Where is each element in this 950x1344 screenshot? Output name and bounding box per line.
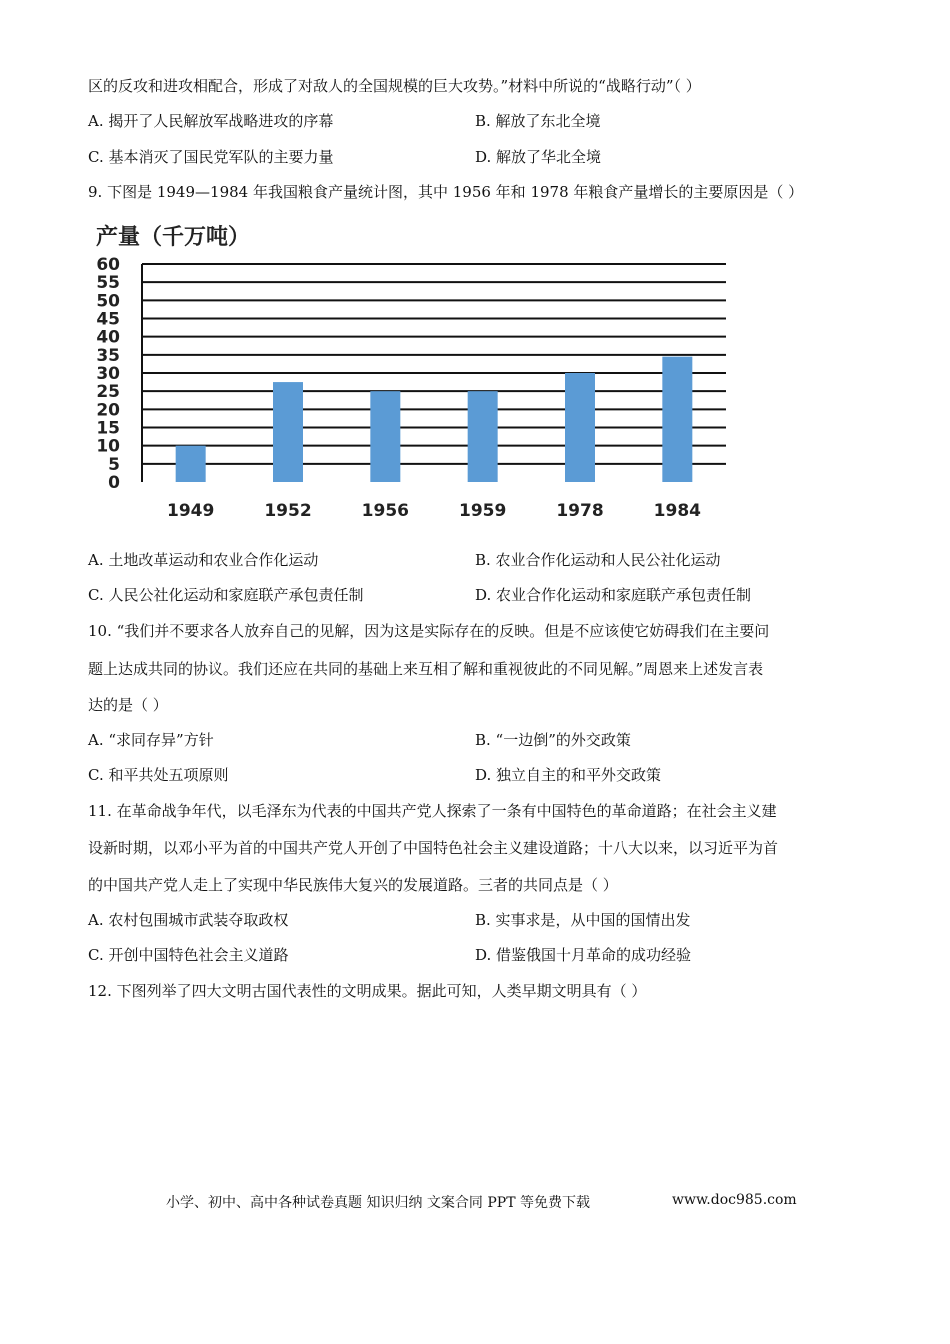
q10-option-c: C. 和平共处五项原则 [88, 766, 229, 784]
x-tick-label: 1978 [556, 501, 604, 521]
q9-option-c: C. 人民公社化运动和家庭联产承包责任制 [88, 586, 364, 604]
bar-1978 [565, 373, 595, 482]
q11-option-c: C. 开创中国特色社会主义道路 [88, 946, 289, 964]
bar-1984 [662, 357, 692, 482]
q10-stem-line-2: 题上达成共同的协议。我们还应在共同的基础上来互相了解和重视彼此的不同见解。”周恩来上述发言表 [88, 660, 764, 678]
q10-option-b: B. “一边倒”的外交政策 [475, 731, 631, 749]
x-tick-label: 1984 [653, 501, 701, 521]
q8-option-b: B. 解放了东北全境 [475, 112, 601, 130]
y-tick-label: 20 [96, 400, 120, 421]
chart-title: 产量（千万吨） [96, 225, 251, 250]
y-tick-label: 30 [96, 364, 120, 384]
q11-stem-line-2: 设新时期，以邓小平为首的中国共产党人开创了中国特色社会主义建设道路；十八大以来，以习近平为首 [88, 839, 779, 857]
q11-option-d: D. 借鉴俄国十月革命的成功经验 [475, 946, 692, 964]
y-axis-ticks [96, 255, 120, 493]
q10-stem-line-1: 10. “我们并不要求各人放弃自己的见解，因为这是实际存在的反映。但是不应该使它妨碍我们在主要问 [88, 622, 770, 640]
y-tick-label: 10 [96, 436, 120, 457]
q11-stem-line-1: 11. 在革命战争年代，以毛泽东为代表的中国共产党人探索了一条有中国特色的革命道路；在社会主义建 [88, 802, 777, 820]
q11-option-a: A. 农村包围城市武装夺取政权 [88, 911, 289, 929]
chart-grid [142, 264, 726, 482]
grain-output-chart [88, 212, 738, 532]
footer-link[interactable]: www.doc985.com [672, 1192, 797, 1208]
q9-stem: 9. 下图是 1949—1984 年我国粮食产量统计图，其中 1956 年和 1978 年粮食产量增长的主要原因是（ ） [88, 183, 804, 201]
x-tick-label: 1949 [167, 501, 215, 521]
bar-1949 [176, 446, 206, 482]
y-tick-label: 45 [96, 309, 120, 330]
y-tick-label: 0 [108, 473, 120, 493]
q12-stem: 12. 下图列举了四大文明古国代表性的文明成果。据此可知，人类早期文明具有（ ） [88, 982, 647, 1000]
q11-option-b: B. 实事求是，从中国的国情出发 [475, 911, 691, 929]
q8-option-d: D. 解放了华北全境 [475, 148, 602, 166]
y-tick-label: 25 [96, 382, 120, 403]
y-tick-label: 60 [96, 255, 120, 275]
bar-1959 [468, 391, 498, 482]
q8-stem-tail: 区的反攻和进攻相配合，形成了对敌人的全国规模的巨大攻势。”材料中所说的“战略行动”（ ） [88, 77, 701, 95]
q10-option-a: A. “求同存异”方针 [88, 731, 214, 749]
q10-option-d: D. 独立自主的和平外交政策 [475, 766, 662, 784]
y-tick-label: 35 [96, 345, 120, 366]
q8-option-c: C. 基本消灭了国民党军队的主要力量 [88, 148, 334, 166]
grain-output-bar-chart [88, 212, 738, 532]
q8-option-a: A. 揭开了人民解放军战略进攻的序幕 [88, 112, 334, 130]
y-tick-label: 15 [96, 418, 120, 439]
q10-stem-line-3: 达的是（ ） [88, 696, 168, 714]
x-tick-label: 1959 [459, 501, 507, 521]
bar-1952 [273, 382, 303, 482]
q9-option-d: D. 农业合作化运动和家庭联产承包责任制 [475, 586, 752, 604]
x-tick-label: 1956 [361, 501, 409, 521]
q9-option-a: A. 土地改革运动和农业合作化运动 [88, 551, 319, 569]
y-tick-label: 5 [108, 454, 120, 475]
y-tick-label: 55 [96, 273, 120, 294]
footer-text: 小学、初中、高中各种试卷真题 知识归纳 文案合同 PPT 等免费下载 [166, 1195, 590, 1211]
x-tick-label: 1952 [264, 501, 312, 521]
x-axis-ticks [167, 501, 701, 521]
q9-option-b: B. 农业合作化运动和人民公社化运动 [475, 551, 721, 569]
y-tick-label: 40 [96, 327, 120, 348]
bar-1956 [370, 391, 400, 482]
y-tick-label: 50 [96, 291, 120, 312]
q11-stem-line-3: 的中国共产党人走上了实现中华民族伟大复兴的发展道路。三者的共同点是（ ） [88, 876, 618, 894]
